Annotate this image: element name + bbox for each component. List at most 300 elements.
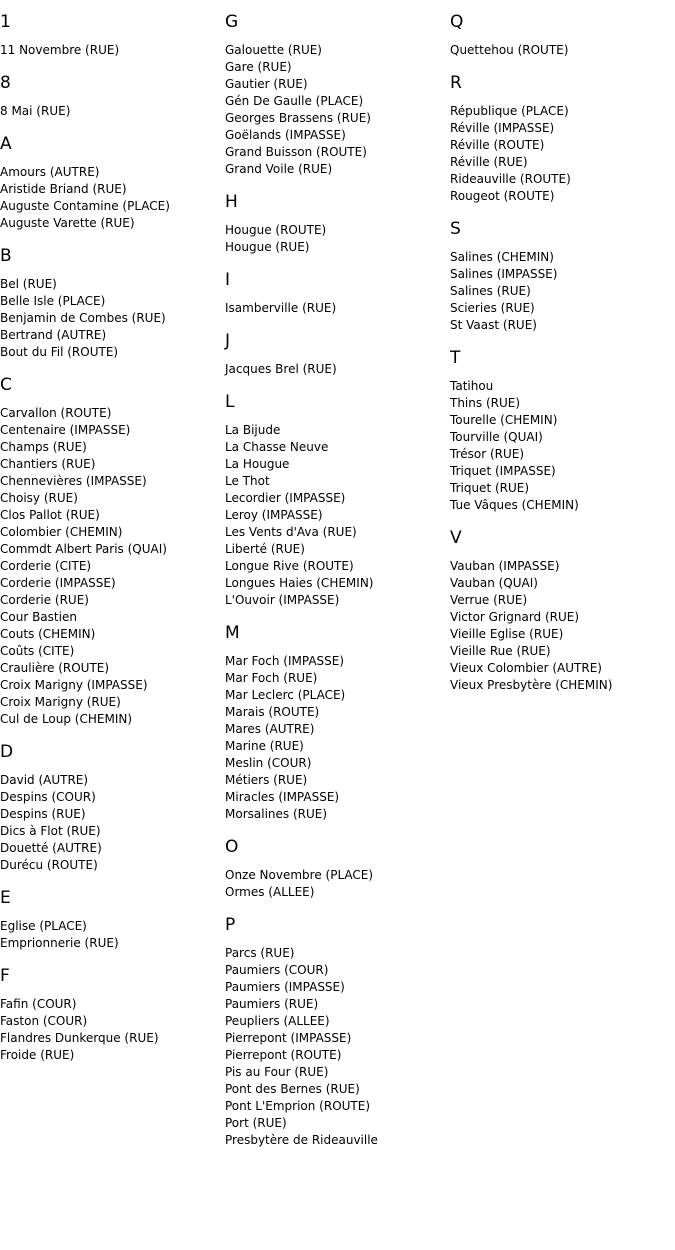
section-letter-heading: M xyxy=(225,623,240,643)
street-list-item xyxy=(450,317,675,334)
section-letter-heading: P xyxy=(225,915,236,935)
street-list-item xyxy=(0,310,225,327)
section-letter-heading: R xyxy=(450,73,462,93)
street-link[interactable]: L'Ouvoir (IMPASSE) xyxy=(225,593,340,607)
street-list-item xyxy=(0,405,225,422)
street-link[interactable]: Port (RUE) xyxy=(225,1116,287,1130)
street-list-item xyxy=(450,378,675,395)
street-list xyxy=(0,918,225,952)
street-link[interactable]: Thins (RUE) xyxy=(450,396,521,410)
index-column-2 xyxy=(225,0,450,1163)
street-list-item xyxy=(225,704,450,721)
street-link[interactable]: Trésor (RUE) xyxy=(450,447,525,461)
street-link[interactable]: Mar Leclerc (PLACE) xyxy=(225,688,346,702)
street-list-item xyxy=(450,429,675,446)
street-list-item xyxy=(225,592,450,609)
street-link[interactable]: Le Thot xyxy=(225,474,270,488)
street-link[interactable]: Gare (RUE) xyxy=(225,60,292,74)
street-list-item xyxy=(0,918,225,935)
street-link[interactable]: Miracles (IMPASSE) xyxy=(225,790,340,804)
street-list-item xyxy=(450,660,675,677)
street-list-item xyxy=(0,592,225,609)
street-link[interactable]: Triquet (RUE) xyxy=(450,481,530,495)
street-list xyxy=(225,422,450,609)
street-link[interactable]: Champs (RUE) xyxy=(0,440,87,454)
section-letter-heading: T xyxy=(450,348,461,368)
street-link[interactable]: Vieille Eglise (RUE) xyxy=(450,627,564,641)
street-list-item xyxy=(450,283,675,300)
street-link[interactable]: Marine (RUE) xyxy=(225,739,304,753)
street-list-item xyxy=(0,935,225,952)
letter-section xyxy=(0,742,225,874)
street-link[interactable]: Métiers (RUE) xyxy=(225,773,308,787)
street-list-item xyxy=(225,884,450,901)
street-list-item xyxy=(0,164,225,181)
street-list-item xyxy=(450,463,675,480)
street-list-item xyxy=(0,772,225,789)
street-link[interactable]: Galouette (RUE) xyxy=(225,43,322,57)
street-list-item xyxy=(450,171,675,188)
street-list-item xyxy=(0,643,225,660)
street-list-item xyxy=(0,857,225,874)
letter-section xyxy=(0,375,225,728)
street-link[interactable]: Douetté (AUTRE) xyxy=(0,841,102,855)
street-link[interactable]: Paumiers (IMPASSE) xyxy=(225,980,345,994)
street-list-item xyxy=(0,439,225,456)
letter-section xyxy=(450,528,675,694)
letter-section xyxy=(225,392,450,609)
street-link[interactable]: Craulière (ROUTE) xyxy=(0,661,110,675)
street-link[interactable]: Vauban (IMPASSE) xyxy=(450,559,560,573)
street-link[interactable]: Coûts (CITE) xyxy=(0,644,75,658)
section-letter-heading: 1 xyxy=(0,12,11,32)
street-link[interactable]: Leroy (IMPASSE) xyxy=(225,508,323,522)
street-link[interactable]: Pierrepont (ROUTE) xyxy=(225,1048,342,1062)
street-list-item xyxy=(225,867,450,884)
letter-section xyxy=(0,73,225,120)
street-link[interactable]: Pierrepont (IMPASSE) xyxy=(225,1031,352,1045)
street-link[interactable]: Les Vents d'Ava (RUE) xyxy=(225,525,357,539)
street-list-item xyxy=(450,558,675,575)
street-link[interactable]: Benjamin de Combes (RUE) xyxy=(0,311,166,325)
street-link[interactable]: Carvallon (ROUTE) xyxy=(0,406,112,420)
street-list-item xyxy=(450,395,675,412)
street-link[interactable]: Bertrand (AUTRE) xyxy=(0,328,107,342)
street-link[interactable]: Croix Marigny (RUE) xyxy=(0,695,121,709)
street-link[interactable]: Goëlands (IMPASSE) xyxy=(225,128,346,142)
street-link[interactable]: St Vaast (RUE) xyxy=(450,318,537,332)
street-list-item xyxy=(225,239,450,256)
street-list-item xyxy=(450,412,675,429)
street-list-item xyxy=(225,670,450,687)
street-list-item xyxy=(0,524,225,541)
street-link[interactable]: La Bijude xyxy=(225,423,281,437)
street-list-item xyxy=(0,694,225,711)
letter-section xyxy=(450,73,675,205)
street-link[interactable]: Chennevières (IMPASSE) xyxy=(0,474,147,488)
street-link[interactable]: Rougeot (ROUTE) xyxy=(450,189,555,203)
street-list xyxy=(450,42,675,59)
street-list-item xyxy=(0,541,225,558)
street-list-item xyxy=(450,592,675,609)
section-letter-heading: G xyxy=(225,12,239,32)
section-letter-heading: E xyxy=(0,888,11,908)
street-list-item xyxy=(0,609,225,626)
section-letter-heading: L xyxy=(225,392,235,412)
street-list-item xyxy=(225,558,450,575)
street-list-item xyxy=(225,59,450,76)
street-link[interactable]: Bel (RUE) xyxy=(0,277,57,291)
street-link[interactable]: Peupliers (ALLEE) xyxy=(225,1014,330,1028)
street-list-item xyxy=(225,789,450,806)
street-list-item xyxy=(450,42,675,59)
street-link[interactable]: Chantiers (RUE) xyxy=(0,457,96,471)
street-link[interactable]: Eglise (PLACE) xyxy=(0,919,87,933)
section-letter-heading: A xyxy=(0,134,12,154)
street-list-item xyxy=(225,76,450,93)
street-list-item xyxy=(225,806,450,823)
street-link[interactable]: Tatihou xyxy=(450,379,494,393)
street-list-item xyxy=(0,575,225,592)
street-list-item xyxy=(450,188,675,205)
section-letter-heading: C xyxy=(0,375,12,395)
street-link[interactable]: Emprionnerie (RUE) xyxy=(0,936,119,950)
street-link[interactable]: Paumiers (RUE) xyxy=(225,997,319,1011)
section-letter-heading: D xyxy=(0,742,14,762)
letter-section xyxy=(225,192,450,256)
street-link[interactable]: Fafin (COUR) xyxy=(0,997,77,1011)
street-link[interactable]: Salines (CHEMIN) xyxy=(450,250,554,264)
street-list-item xyxy=(225,422,450,439)
street-link[interactable]: Auguste Contamine (PLACE) xyxy=(0,199,170,213)
street-list-item xyxy=(450,575,675,592)
street-list xyxy=(450,378,675,514)
street-list-item xyxy=(225,127,450,144)
street-list-item xyxy=(225,93,450,110)
street-link[interactable]: Victor Grignard (RUE) xyxy=(450,610,580,624)
street-list-item xyxy=(450,446,675,463)
street-link[interactable]: Mar Foch (IMPASSE) xyxy=(225,654,345,668)
street-link[interactable]: 11 Novembre (RUE) xyxy=(0,43,120,57)
street-list-item xyxy=(0,103,225,120)
street-list-item xyxy=(225,1030,450,1047)
street-link[interactable]: Pont des Bernes (RUE) xyxy=(225,1082,360,1096)
street-list-item xyxy=(225,507,450,524)
street-link[interactable]: Commdt Albert Paris (QUAI) xyxy=(0,542,167,556)
street-link[interactable]: Hougue (RUE) xyxy=(225,240,310,254)
street-list xyxy=(225,42,450,178)
street-link[interactable]: Jacques Brel (RUE) xyxy=(225,362,337,376)
letter-section xyxy=(0,12,225,59)
section-letter-heading: I xyxy=(225,270,231,290)
street-link[interactable]: Réville (ROUTE) xyxy=(450,138,545,152)
street-link[interactable]: Faston (COUR) xyxy=(0,1014,88,1028)
street-link[interactable]: Corderie (CITE) xyxy=(0,559,92,573)
letter-section xyxy=(450,12,675,59)
street-link[interactable]: David (AUTRE) xyxy=(0,773,89,787)
street-link[interactable]: Gén De Gaulle (PLACE) xyxy=(225,94,364,108)
section-letter-heading: H xyxy=(225,192,238,212)
street-list-item xyxy=(0,198,225,215)
street-link[interactable]: Rideauville (ROUTE) xyxy=(450,172,571,186)
street-link[interactable]: Despins (COUR) xyxy=(0,790,96,804)
street-list-item xyxy=(0,422,225,439)
street-link[interactable]: 8 Mai (RUE) xyxy=(0,104,71,118)
street-link[interactable]: Dics à Flot (RUE) xyxy=(0,824,101,838)
street-list-item xyxy=(225,979,450,996)
street-list-item xyxy=(450,677,675,694)
street-link[interactable]: Colombier (CHEMIN) xyxy=(0,525,123,539)
street-link[interactable]: Onze Novembre (PLACE) xyxy=(225,868,374,882)
letter-section xyxy=(225,12,450,178)
street-link[interactable]: Verrue (RUE) xyxy=(450,593,528,607)
street-list-item xyxy=(0,677,225,694)
letter-section xyxy=(225,915,450,1149)
street-link[interactable]: Durécu (ROUTE) xyxy=(0,858,98,872)
street-list-item xyxy=(0,181,225,198)
street-link[interactable]: Hougue (ROUTE) xyxy=(225,223,327,237)
street-list-item xyxy=(225,361,450,378)
street-link[interactable]: Longue Rive (ROUTE) xyxy=(225,559,354,573)
street-list-item xyxy=(225,300,450,317)
street-list-item xyxy=(0,789,225,806)
letter-section xyxy=(225,270,450,317)
street-list-item xyxy=(225,456,450,473)
street-link[interactable]: Marais (ROUTE) xyxy=(225,705,320,719)
street-list-item xyxy=(0,840,225,857)
street-list-item xyxy=(450,154,675,171)
street-list-item xyxy=(0,344,225,361)
section-letter-heading: J xyxy=(225,331,231,351)
street-list xyxy=(0,996,225,1064)
street-link[interactable]: Ormes (ALLEE) xyxy=(225,885,315,899)
section-letter-heading: Q xyxy=(450,12,464,32)
street-link[interactable]: Auguste Varette (RUE) xyxy=(0,216,135,230)
street-list xyxy=(225,653,450,823)
street-link[interactable]: Triquet (IMPASSE) xyxy=(450,464,556,478)
street-link[interactable]: Georges Brassens (RUE) xyxy=(225,111,371,125)
street-link[interactable]: Morsalines (RUE) xyxy=(225,807,328,821)
street-link[interactable]: Aristide Briand (RUE) xyxy=(0,182,127,196)
street-list-item xyxy=(225,755,450,772)
street-link[interactable]: Belle Isle (PLACE) xyxy=(0,294,106,308)
letter-section xyxy=(0,134,225,232)
street-list-item xyxy=(450,643,675,660)
street-link[interactable]: Amours (AUTRE) xyxy=(0,165,100,179)
street-link[interactable]: Clos Pallot (RUE) xyxy=(0,508,100,522)
street-list-item xyxy=(225,575,450,592)
street-list-item xyxy=(0,473,225,490)
street-list xyxy=(0,42,225,59)
street-list-item xyxy=(225,721,450,738)
street-link[interactable]: Vieille Rue (RUE) xyxy=(450,644,551,658)
street-list-item xyxy=(225,222,450,239)
index-column-1 xyxy=(0,0,225,1078)
street-list-item xyxy=(225,161,450,178)
street-list-item xyxy=(450,266,675,283)
letter-section xyxy=(450,219,675,334)
street-link[interactable]: Cul de Loup (CHEMIN) xyxy=(0,712,133,726)
street-link[interactable]: Bout du Fil (ROUTE) xyxy=(0,345,119,359)
street-link[interactable]: Salines (IMPASSE) xyxy=(450,267,558,281)
street-list-item xyxy=(0,507,225,524)
street-list-item xyxy=(225,473,450,490)
street-link[interactable]: Mar Foch (RUE) xyxy=(225,671,318,685)
street-list xyxy=(225,222,450,256)
street-link[interactable]: Tourville (QUAI) xyxy=(450,430,543,444)
street-list-item xyxy=(450,120,675,137)
street-list-item xyxy=(450,300,675,317)
street-list xyxy=(0,103,225,120)
street-link[interactable]: Pis au Four (RUE) xyxy=(225,1065,329,1079)
street-list-item xyxy=(0,823,225,840)
street-link[interactable]: Longues Haies (CHEMIN) xyxy=(225,576,374,590)
street-link[interactable]: Corderie (RUE) xyxy=(0,593,89,607)
street-list-item xyxy=(450,609,675,626)
street-link[interactable]: Gautier (RUE) xyxy=(225,77,308,91)
section-letter-heading: V xyxy=(450,528,462,548)
street-link[interactable]: Liberté (RUE) xyxy=(225,542,305,556)
street-link[interactable]: Isamberville (RUE) xyxy=(225,301,337,315)
letter-section xyxy=(0,888,225,952)
street-list-item xyxy=(0,1047,225,1064)
street-link[interactable]: Grand Voile (RUE) xyxy=(225,162,333,176)
street-link[interactable]: Paumiers (COUR) xyxy=(225,963,329,977)
street-list-item xyxy=(225,144,450,161)
street-list xyxy=(225,361,450,378)
street-list-item xyxy=(450,626,675,643)
street-list-item xyxy=(225,110,450,127)
street-link[interactable]: Scieries (RUE) xyxy=(450,301,535,315)
street-list-item xyxy=(0,711,225,728)
street-list-item xyxy=(225,1047,450,1064)
street-list-item xyxy=(0,215,225,232)
street-link[interactable]: Centenaire (IMPASSE) xyxy=(0,423,131,437)
section-letter-heading: O xyxy=(225,837,239,857)
street-list-item xyxy=(225,996,450,1013)
street-link[interactable]: République (PLACE) xyxy=(450,104,569,118)
street-list-item xyxy=(0,42,225,59)
street-list-item xyxy=(0,660,225,677)
letter-section xyxy=(225,331,450,378)
street-list-item xyxy=(225,42,450,59)
street-list-item xyxy=(225,1013,450,1030)
section-letter-heading: B xyxy=(0,246,12,266)
street-link[interactable]: Couts (CHEMIN) xyxy=(0,627,96,641)
street-link[interactable]: Pont L'Emprion (ROUTE) xyxy=(225,1099,371,1113)
street-list-item xyxy=(0,558,225,575)
street-link[interactable]: Corderie (IMPASSE) xyxy=(0,576,116,590)
street-link[interactable]: Parcs (RUE) xyxy=(225,946,295,960)
street-link[interactable]: Croix Marigny (IMPASSE) xyxy=(0,678,148,692)
street-list-item xyxy=(225,1064,450,1081)
street-list-item xyxy=(0,626,225,643)
street-list-item xyxy=(450,249,675,266)
street-list xyxy=(0,276,225,361)
street-list-item xyxy=(450,497,675,514)
letter-section xyxy=(225,623,450,823)
street-list-item xyxy=(0,293,225,310)
street-link[interactable]: Cour Bastien xyxy=(0,610,77,624)
street-link[interactable]: Choisy (RUE) xyxy=(0,491,78,505)
street-list-item xyxy=(225,945,450,962)
street-list-item xyxy=(225,439,450,456)
street-list-item xyxy=(0,1013,225,1030)
street-list-item xyxy=(225,541,450,558)
street-list xyxy=(0,772,225,874)
street-list-item xyxy=(225,738,450,755)
street-link[interactable]: Grand Buisson (ROUTE) xyxy=(225,145,367,159)
street-list xyxy=(0,164,225,232)
street-list xyxy=(225,945,450,1149)
street-list xyxy=(450,103,675,205)
street-list-item xyxy=(225,1098,450,1115)
street-link[interactable]: Despins (RUE) xyxy=(0,807,86,821)
street-list-item xyxy=(225,1115,450,1132)
street-link[interactable]: Salines (RUE) xyxy=(450,284,531,298)
street-list-item xyxy=(450,137,675,154)
street-list-item xyxy=(225,653,450,670)
street-list-item xyxy=(0,806,225,823)
section-letter-heading: S xyxy=(450,219,461,239)
street-link[interactable]: Presbytère de Rideauville xyxy=(225,1133,378,1147)
street-list-item xyxy=(225,772,450,789)
street-list xyxy=(450,249,675,334)
street-list xyxy=(225,300,450,317)
street-list xyxy=(0,405,225,728)
street-list xyxy=(225,867,450,901)
street-list-item xyxy=(0,276,225,293)
street-link[interactable]: Vieux Colombier (AUTRE) xyxy=(450,661,602,675)
street-link[interactable]: Meslin (COUR) xyxy=(225,756,312,770)
street-link[interactable]: La Hougue xyxy=(225,457,290,471)
letter-section xyxy=(0,966,225,1064)
street-list-item xyxy=(0,327,225,344)
street-link[interactable]: Quettehou (ROUTE) xyxy=(450,43,569,57)
letter-section xyxy=(0,246,225,361)
street-list-item xyxy=(0,490,225,507)
street-list-item xyxy=(225,490,450,507)
street-link[interactable]: Flandres Dunkerque (RUE) xyxy=(0,1031,159,1045)
street-list-item xyxy=(0,1030,225,1047)
street-list xyxy=(450,558,675,694)
section-letter-heading: F xyxy=(0,966,10,986)
street-link[interactable]: Vieux Presbytère (CHEMIN) xyxy=(450,678,613,692)
street-link[interactable]: Tue Vâques (CHEMIN) xyxy=(450,498,579,512)
street-link[interactable]: Tourelle (CHEMIN) xyxy=(450,413,558,427)
street-list-item xyxy=(225,1132,450,1149)
street-list-item xyxy=(450,103,675,120)
street-list-item xyxy=(225,1081,450,1098)
street-link[interactable]: Vauban (QUAI) xyxy=(450,576,538,590)
street-list-item xyxy=(0,456,225,473)
street-link[interactable]: La Chasse Neuve xyxy=(225,440,329,454)
street-link[interactable]: Froide (RUE) xyxy=(0,1048,75,1062)
street-link[interactable]: Réville (RUE) xyxy=(450,155,528,169)
section-letter-heading: 8 xyxy=(0,73,11,93)
street-list-item xyxy=(225,687,450,704)
street-list-item xyxy=(225,962,450,979)
index-column-3 xyxy=(450,0,675,708)
street-list-item xyxy=(0,996,225,1013)
street-list-item xyxy=(225,524,450,541)
letter-section xyxy=(225,837,450,901)
street-link[interactable]: Réville (IMPASSE) xyxy=(450,121,555,135)
street-link[interactable]: Lecordier (IMPASSE) xyxy=(225,491,346,505)
letter-section xyxy=(450,348,675,514)
street-link[interactable]: Mares (AUTRE) xyxy=(225,722,315,736)
street-list-item xyxy=(450,480,675,497)
